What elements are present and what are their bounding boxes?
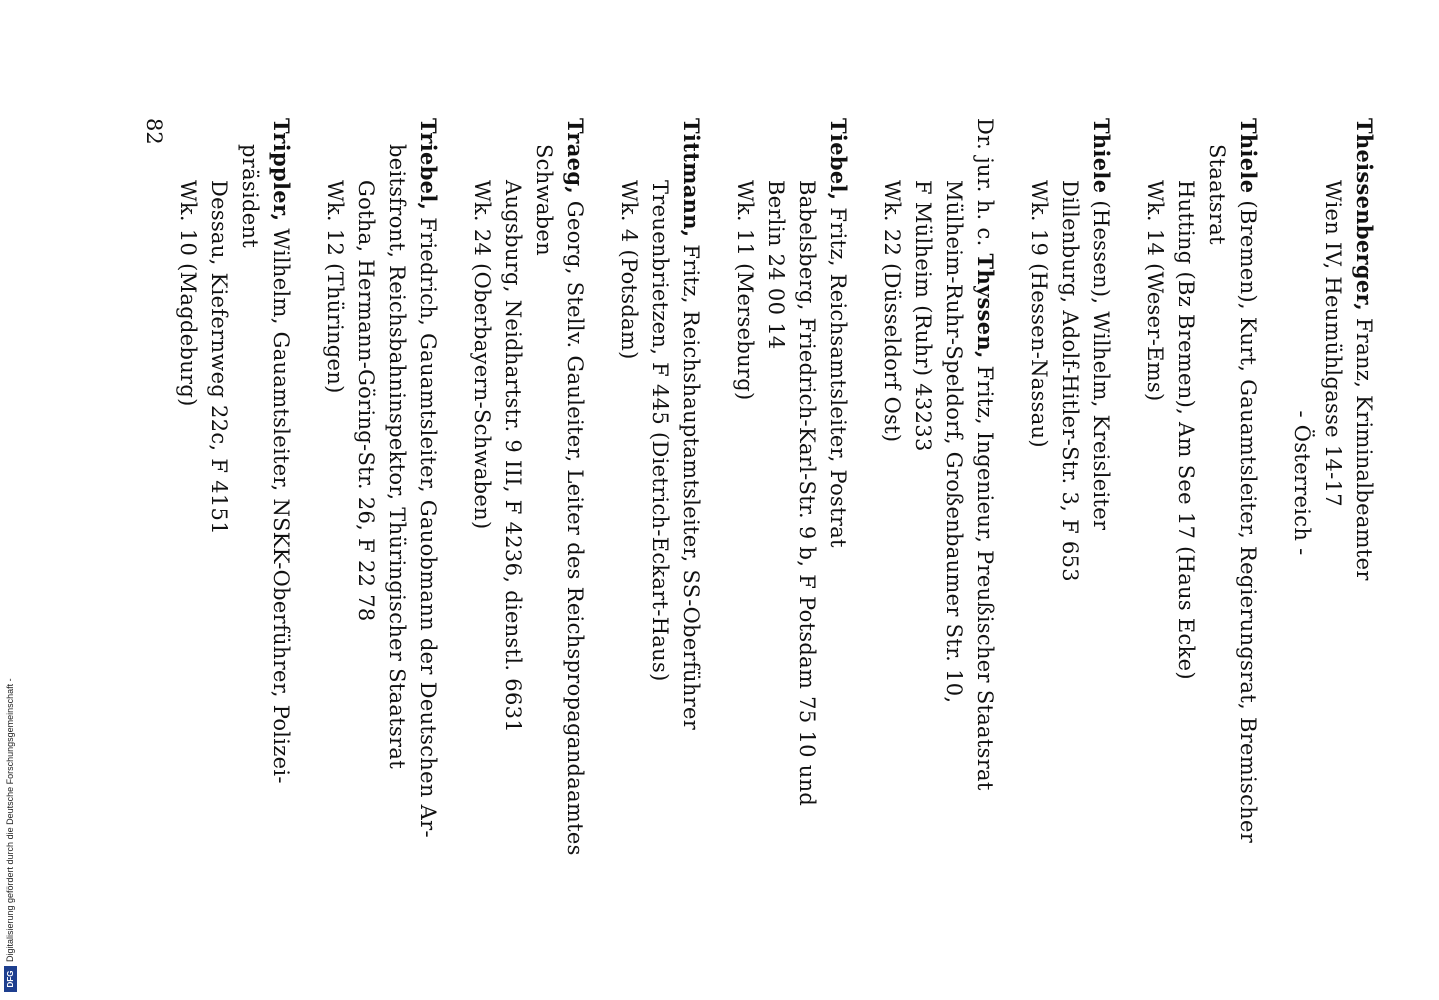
page-number: 82 [142, 118, 166, 145]
directory-entry [319, 118, 444, 978]
digitization-footer [3, 592, 17, 992]
entry-text: Fritz, Reichsamtsleiter, Postrat [826, 200, 850, 548]
entry-detail-line [1170, 118, 1201, 978]
entry-detail-line [791, 118, 822, 978]
entry-detail-line [760, 118, 791, 978]
entry-detail-line [203, 118, 234, 978]
entry-text: Wk. 19 (Hessen-Nassau) [1027, 180, 1051, 448]
entry-heading-line [1348, 118, 1380, 978]
entry-heading-line [412, 118, 444, 978]
entry-text: (Bremen), Kurt, Gauamtsleiter, Regierungsrat, Bremischer [1236, 193, 1260, 844]
entry-surname: Traeg, [563, 118, 588, 194]
entry-detail-line [1201, 118, 1232, 978]
entry-heading-line [675, 118, 707, 978]
entry-text: Georg, Stellv. Gauleiter, Leiter des Reichspropagandaamtes [563, 193, 587, 856]
entry-detail-line [1286, 118, 1317, 978]
entry-surname: Tittmann, [679, 118, 704, 238]
directory-entry [1023, 118, 1117, 978]
entry-surname: Tiebel, [826, 118, 851, 201]
entry-text: Wk. 10 (Magdeburg) [176, 180, 200, 407]
directory-entry [876, 118, 1001, 978]
entry-text: Wien IV, Heumühlgasse 14-17 [1321, 180, 1345, 507]
entry-text: Dillenburg, Adolf-Hitler-Str. 3, F 653 [1058, 180, 1082, 582]
entry-text: F Mülheim (Ruhr) 43233 [911, 180, 935, 452]
entry-surname: Theissenberger, [1352, 118, 1377, 312]
entry-text: Wilhelm, Gauamtsleiter, NSKK-Oberführer, Polizei- [269, 221, 293, 784]
entry-list [172, 118, 1380, 978]
dfg-logo: DFG [4, 966, 17, 992]
directory-entry [729, 118, 854, 978]
entry-detail-line [876, 118, 907, 978]
entry-detail-line [234, 118, 265, 978]
entry-text: Wk. 12 (Thüringen) [323, 180, 347, 394]
entry-detail-line [350, 118, 381, 978]
entry-surname: Trippler, [269, 118, 294, 222]
entry-detail-line [613, 118, 644, 978]
entry-heading-line [1232, 118, 1264, 978]
directory-entry [1286, 118, 1380, 978]
entry-text: Franz, Kriminalbeamter [1352, 311, 1376, 581]
entry-detail-line [466, 118, 497, 978]
entry-detail-line [172, 118, 203, 978]
entry-text: Berlin 24 00 14 [764, 180, 788, 350]
entry-detail-line [729, 118, 760, 978]
entry-text: Schwaben [532, 144, 556, 256]
entry-surname: Thiele [1236, 118, 1261, 194]
entry-text: Fritz, Reichshauptamtsleiter, SS-Oberführer [679, 237, 703, 731]
entry-text: Babelsberg, Friedrich-Karl-Str. 9 b, F Potsdam 75 10 und [795, 180, 819, 807]
entry-text: Wk. 22 (Düsseldorf Ost) [880, 180, 904, 443]
entry-text: Wk. 14 (Weser-Ems) [1143, 180, 1167, 402]
entry-surname: Thyssen, [973, 253, 998, 359]
entry-surname: Triebel, [416, 118, 441, 211]
footer-text: Digitalisierung gefördert durch die Deutsche Forschungsgemeinschaft - [5, 678, 15, 962]
entry-title-prefix: Dr. jur. h. c. [973, 118, 997, 254]
entry-detail-line [1054, 118, 1085, 978]
entry-text: Augsburg, Neidhartstr. 9 III, F 4236, dienstl. 6631 [501, 180, 525, 733]
entry-text: Gotha, Hermann-Göring-Str. 26, F 22 78 [354, 180, 378, 622]
entry-heading-line [559, 118, 591, 978]
entry-detail-line [528, 118, 559, 978]
entry-heading-line [1085, 118, 1117, 978]
entry-text: Friedrich, Gauamtsleiter, Gauobmann der Deutschen Ar- [416, 210, 440, 838]
entry-text: beitsfront, Reichsbahninspektor, Thüringischer Staatsrat [385, 144, 409, 769]
entry-text: Mülheim-Ruhr-Speldorf, Großenbaumer Str. 10, [942, 180, 966, 704]
entry-detail-line [938, 118, 969, 978]
entry-heading-line [822, 118, 854, 978]
directory-page [80, 118, 1380, 978]
entry-detail-line [907, 118, 938, 978]
entry-detail-line [381, 118, 412, 978]
entry-text: Fritz, Ingenieur, Preußischer Staatsrat [973, 358, 997, 791]
entry-detail-line [644, 118, 675, 978]
entry-text: Wk. 11 (Merseburg) [733, 180, 757, 401]
directory-entry [172, 118, 297, 978]
entry-text: Dessau, Kiefernweg 22c, F 4151 [207, 180, 231, 535]
entry-text: Hutting (Bz Bremen), Am See 17 (Haus Ecke) [1174, 180, 1198, 680]
entry-text: Wk. 4 (Potsdam) [617, 180, 641, 360]
entry-text: präsident [238, 144, 262, 249]
entry-detail-line [1023, 118, 1054, 978]
entry-surname: Thiele [1089, 118, 1114, 194]
entry-text: (Hessen), Wilhelm, Kreisleiter [1089, 193, 1113, 531]
entry-text: - Österreich - [1290, 410, 1314, 556]
entry-text: Wk. 24 (Oberbayern-Schwaben) [470, 180, 494, 530]
entry-text: Treuenbrietzen, F 445 (Dietrich-Eckart-Haus) [648, 180, 672, 682]
entry-detail-line [497, 118, 528, 978]
entry-detail-line [1139, 118, 1170, 978]
entry-text: Staatsrat [1205, 144, 1229, 245]
entry-detail-line [319, 118, 350, 978]
directory-entry [613, 118, 707, 978]
entry-heading-line [969, 118, 1001, 978]
entry-heading-line [265, 118, 297, 978]
directory-entry [1139, 118, 1264, 978]
directory-entry [466, 118, 591, 978]
entry-detail-line [1317, 118, 1348, 978]
